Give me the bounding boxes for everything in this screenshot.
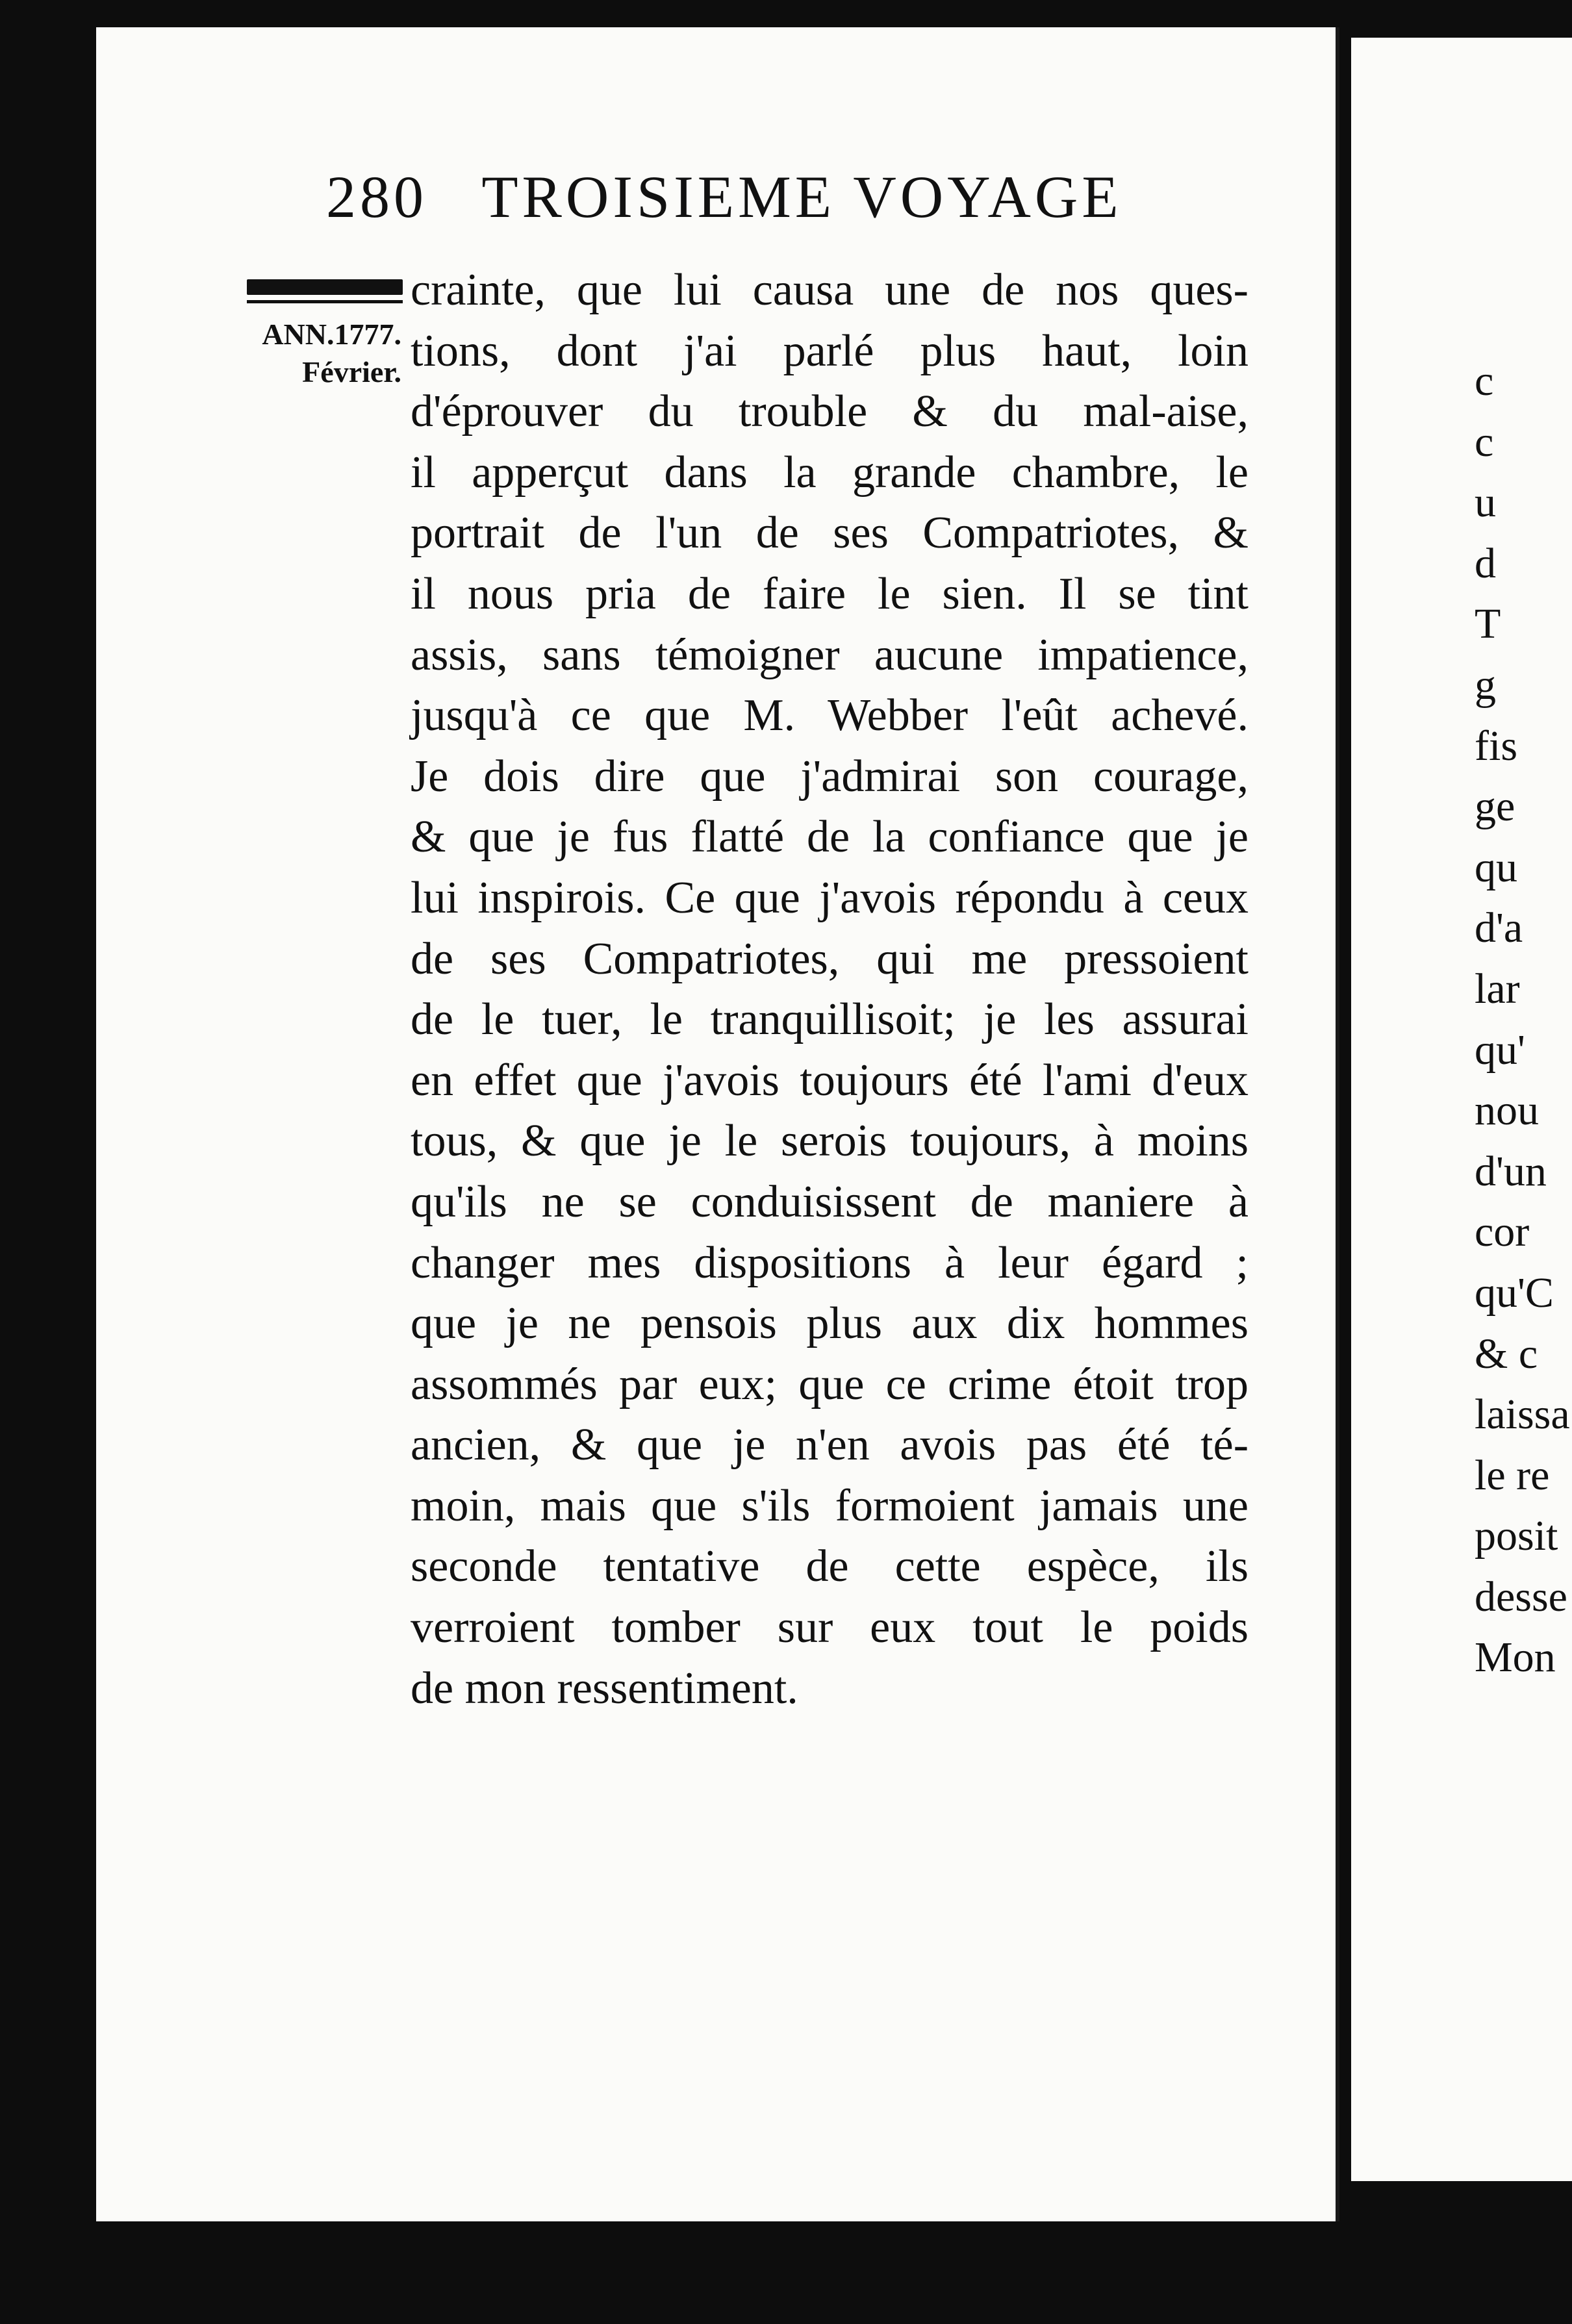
margin-note <box>246 316 401 391</box>
facing-page-fragment: qu'C <box>1475 1269 1554 1317</box>
running-title: TROISIEME VOYAGE <box>481 164 1122 230</box>
body-text <box>411 260 1249 1719</box>
text-line: il nous pria de faire le sien. Il se tint <box>411 568 1249 619</box>
text-line: tous, & que je le serois toujours, à moins <box>411 1116 1249 1167</box>
text-line: portrait de l'un de ses Compatriotes, & <box>411 508 1249 559</box>
text-line: tions, dont j'ai parlé plus haut, loin <box>411 325 1249 376</box>
text-line: seconde tentative de cette espèce, ils <box>411 1541 1249 1592</box>
text-line: que je ne pensois plus aux dix hommes <box>411 1298 1249 1349</box>
facing-page-fragment: lar <box>1475 965 1520 1013</box>
page-number: 280 <box>326 164 427 230</box>
facing-page-fragment: d'un <box>1475 1147 1547 1195</box>
facing-page-fragment: qu <box>1475 843 1517 891</box>
text-line: de mon ressentiment. <box>411 1663 798 1713</box>
facing-page-fragment: desse <box>1475 1572 1567 1621</box>
facing-page-fragment: laissa <box>1475 1391 1570 1439</box>
text-line: moin, mais que s'ils formoient jamais une <box>411 1480 1249 1531</box>
running-header <box>326 162 1151 240</box>
facing-page-fragment: g <box>1475 661 1496 709</box>
text-line: il apperçut dans la grande chambre, le <box>411 447 1249 498</box>
text-line: ancien, & que je n'en avois pas été té- <box>411 1420 1249 1471</box>
facing-page-fragment: fis <box>1475 722 1517 770</box>
text-line: crainte, que lui causa une de nos ques- <box>411 265 1249 315</box>
text-line: qu'ils ne se conduisissent de maniere à <box>411 1176 1249 1227</box>
text-line: changer mes dispositions à leur égard ; <box>411 1237 1249 1288</box>
text-line: jusqu'à ce que M. Webber l'eût achevé. <box>411 690 1249 741</box>
text-line: assommés par eux; que ce crime étoit trop <box>411 1359 1249 1409</box>
facing-page-fragment: ge <box>1475 783 1515 831</box>
facing-page-fragment: c <box>1475 418 1494 466</box>
facing-page-fragment: nou <box>1475 1087 1539 1135</box>
facing-page-fragment: & c <box>1475 1330 1538 1378</box>
text-line: de le tuer, le tranquillisoit; je les assurai <box>411 994 1249 1045</box>
facing-page-fragment: d <box>1475 539 1496 587</box>
facing-page-fragment: le re <box>1475 1451 1550 1499</box>
text-line: lui inspirois. Ce que j'avois répondu à ceux <box>411 872 1249 923</box>
margin-note-year: ANN.1777. <box>262 318 401 351</box>
text-line: verroient tomber sur eux tout le poids <box>411 1602 1249 1653</box>
facing-page-fragment: T <box>1475 600 1501 648</box>
facing-page-fragment: c <box>1475 357 1494 405</box>
margin-rule-thin <box>247 300 403 303</box>
text-line: d'éprouver du trouble & du mal-aise, <box>411 386 1249 437</box>
facing-page-fragment: qu' <box>1475 1026 1525 1074</box>
text-line: assis, sans témoigner aucune impatience, <box>411 629 1249 680</box>
text-line: en effet que j'avois toujours été l'ami d'eux <box>411 1055 1249 1105</box>
text-line: & que je fus flatté de la confiance que je <box>411 812 1249 863</box>
text-line: de ses Compatriotes, qui me pressoient <box>411 933 1249 984</box>
facing-page-fragment: d'a <box>1475 904 1523 952</box>
margin-note-month: Février. <box>302 355 401 388</box>
facing-page-fragment: cor <box>1475 1208 1530 1256</box>
margin-rule <box>247 279 403 295</box>
facing-page-text <box>1475 351 1572 1688</box>
text-line: Je dois dire que j'admirai son courage, <box>411 751 1249 802</box>
facing-page-fragment: Mon <box>1475 1634 1556 1682</box>
facing-page-fragment: posit <box>1475 1512 1558 1560</box>
facing-page-fragment: u <box>1475 479 1496 527</box>
